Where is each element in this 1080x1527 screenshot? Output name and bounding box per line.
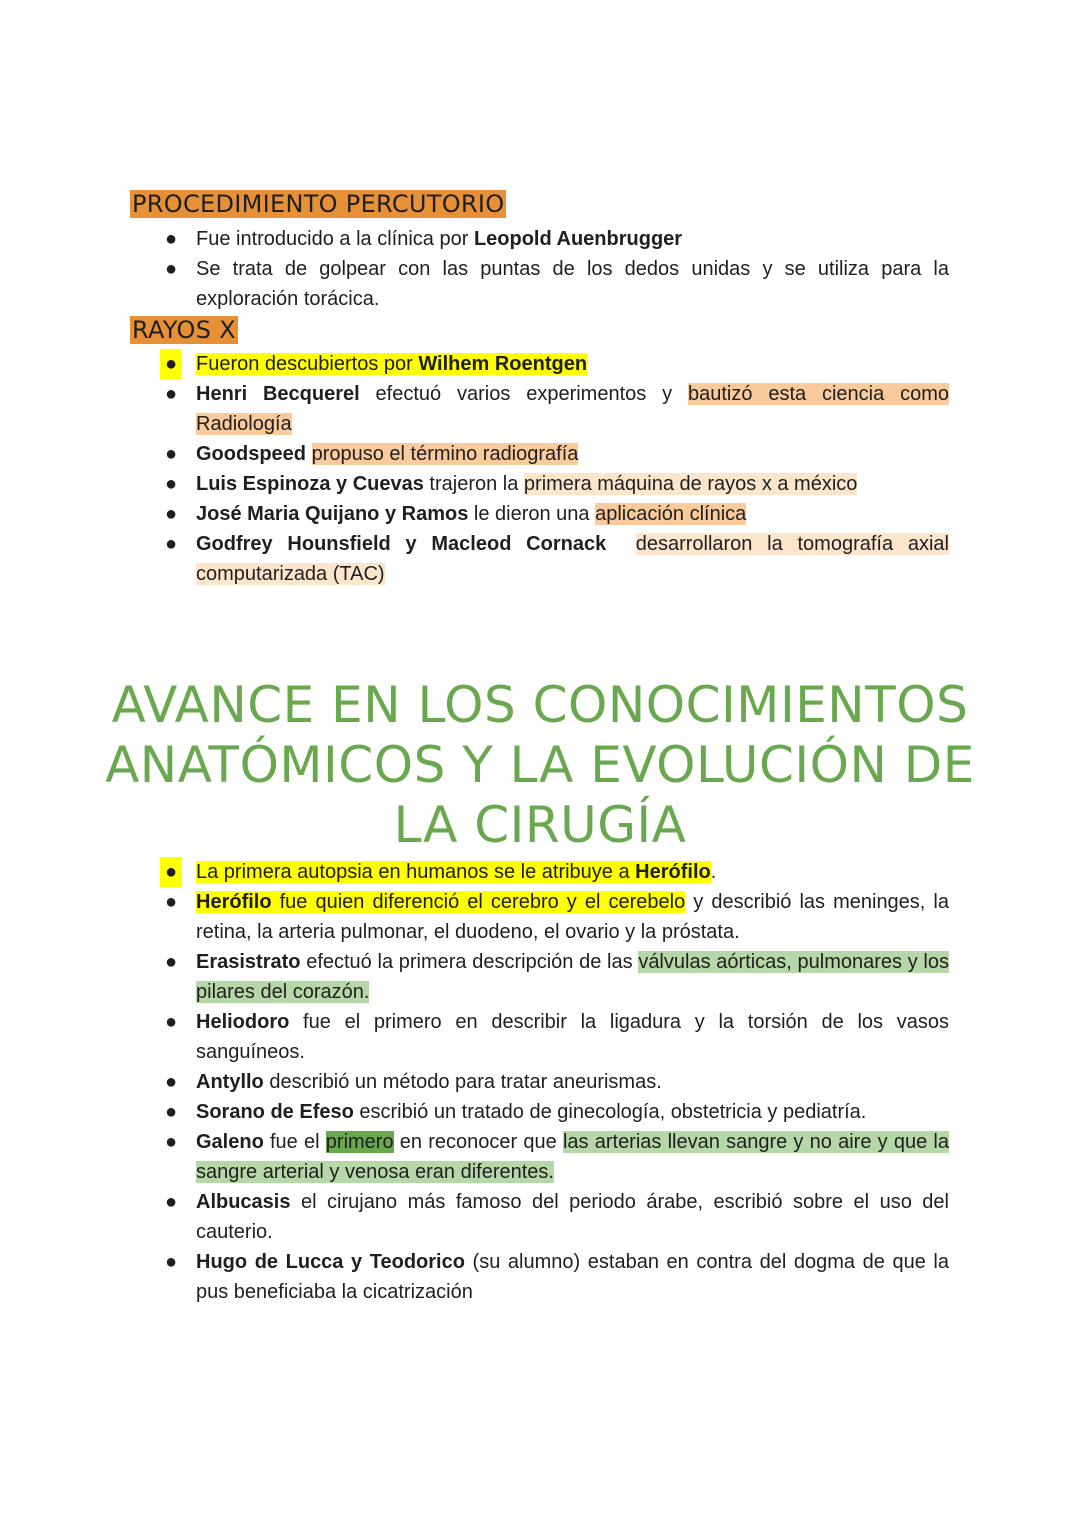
item-bold: Antyllo [196,1071,264,1093]
avance-list [160,857,949,1307]
bullet-icon: ● [164,1101,178,1123]
item-text: en reconocer que [393,1131,563,1153]
item-text [606,533,636,555]
item-highlight: las arterias llevan sangre y no aire y que la sangre arterial y venosa eran diferentes. [196,1131,949,1183]
bullet-icon: ● [160,857,182,887]
item-bold: Leopold Auenbrugger [473,228,683,250]
list-item [160,529,949,589]
item-bold: Albucasis [196,1191,291,1213]
percutorio-list [160,224,949,314]
bullet-icon: ● [164,383,178,405]
bullet-icon: ● [164,533,178,555]
bullet-icon: ● [164,1251,178,1273]
item-highlight: aplicación clínica [595,503,747,525]
item-text: fue el [263,1131,326,1153]
list-item [160,349,949,379]
bullet-icon: ● [164,473,178,495]
item-highlight: bautizó esta ciencia como Radiología [196,383,949,435]
item-bold: José Maria Quijano y Ramos [196,503,469,525]
item-text: le dieron una [468,503,596,525]
bullet-icon: ● [160,349,182,379]
section-heading-rayos [130,313,238,347]
section-heading-percutorio [130,187,506,221]
item-text: fue el primero en describir la ligadura y la torsión de los vasos sanguíneos. [196,1011,949,1063]
item-bold: Goodspeed [196,443,307,465]
item-text: fue quien diferenció el cerebro y el cerebelo [271,891,686,913]
item-bold: Hugo de Lucca y Teodorico [196,1251,465,1273]
item-highlight: primero [325,1131,394,1153]
list-item [160,1127,949,1187]
section-heading-text: PROCEDIMIENTO PERCUTORIO [132,190,505,218]
item-text: (su alumno) estaban en contra del dogma de que la pus beneficiaba la cicatrización [196,1251,949,1303]
item-text: el cirujano más famoso del periodo árabe, escribió sobre el uso del cauterio. [196,1191,949,1243]
list-item [160,1187,949,1247]
item-text: trajeron la [423,473,524,495]
list-item [160,469,949,499]
list-item [160,1247,949,1307]
item-text: y describió las meninges, la retina, la arteria pulmonar, el duodeno, el ovario y la próstata. [196,891,949,943]
item-bold: Wilhem Roentgen [418,353,588,375]
list-item [160,254,949,314]
item-bold: Heliodoro [196,1011,290,1033]
item-bold: Sorano de Efeso [196,1101,354,1123]
item-highlight: propuso el término radiografía [311,443,579,465]
section-heading-text: RAYOS X [132,316,236,344]
list-item [160,499,949,529]
item-text: Se trata de golpear con las puntas de los dedos unidas y se utiliza para la exploración torácica. [196,258,949,310]
item-text: escribió un tratado de ginecología, obstetricia y pediatría. [353,1101,867,1123]
bullet-icon: ● [164,1011,178,1033]
item-text: Fue introducido a la clínica por [196,228,474,250]
bullet-icon: ● [164,258,178,280]
list-item [160,947,949,1007]
item-bold: Erasistrato [196,951,301,973]
bullet-icon: ● [164,891,178,913]
item-highlight: válvulas aórticas, pulmonares y los pilares del corazón. [196,951,950,1003]
page-title: AVANCE EN LOS CONOCIMIENTOS ANATÓMICOS Y LA EVOLUCIÓN DE LA CIRUGÍA [105,676,975,854]
list-item [160,887,949,947]
item-bold: Herófilo [196,891,272,913]
item-highlight: desarrollaron la tomografía axial computarizada (TAC) [196,533,949,585]
bullet-icon: ● [164,951,178,973]
item-text [306,443,312,465]
item-bold: Galeno [196,1131,264,1153]
item-text: . [710,861,717,883]
list-item [160,1007,949,1067]
list-item [160,857,949,887]
list-item [160,1067,949,1097]
item-text: Fueron descubiertos por [196,353,419,375]
list-item [160,224,949,254]
item-bold: Henri Becquerel [196,383,360,405]
item-bold: Luis Espinoza y Cuevas [196,473,424,495]
item-text: efectuó la primera descripción de las [300,951,639,973]
bullet-icon: ● [164,1131,178,1153]
item-text: efectuó varios experimentos y [359,383,688,405]
bullet-icon: ● [164,443,178,465]
list-item [160,439,949,469]
bullet-icon: ● [164,503,178,525]
item-text: La primera autopsia en humanos se le atribuye a [196,861,636,883]
rayos-list [160,349,949,589]
bullet-icon: ● [164,1191,178,1213]
bullet-icon: ● [164,1071,178,1093]
item-highlight: primera máquina de rayos x a méxico [523,473,858,495]
list-item [160,379,949,439]
item-text: describió un método para tratar aneurismas. [263,1071,662,1093]
item-bold: Godfrey Hounsfield y Macleod Cornack [196,533,607,555]
item-bold: Herófilo [635,861,711,883]
list-item [160,1097,949,1127]
bullet-icon: ● [164,228,178,250]
